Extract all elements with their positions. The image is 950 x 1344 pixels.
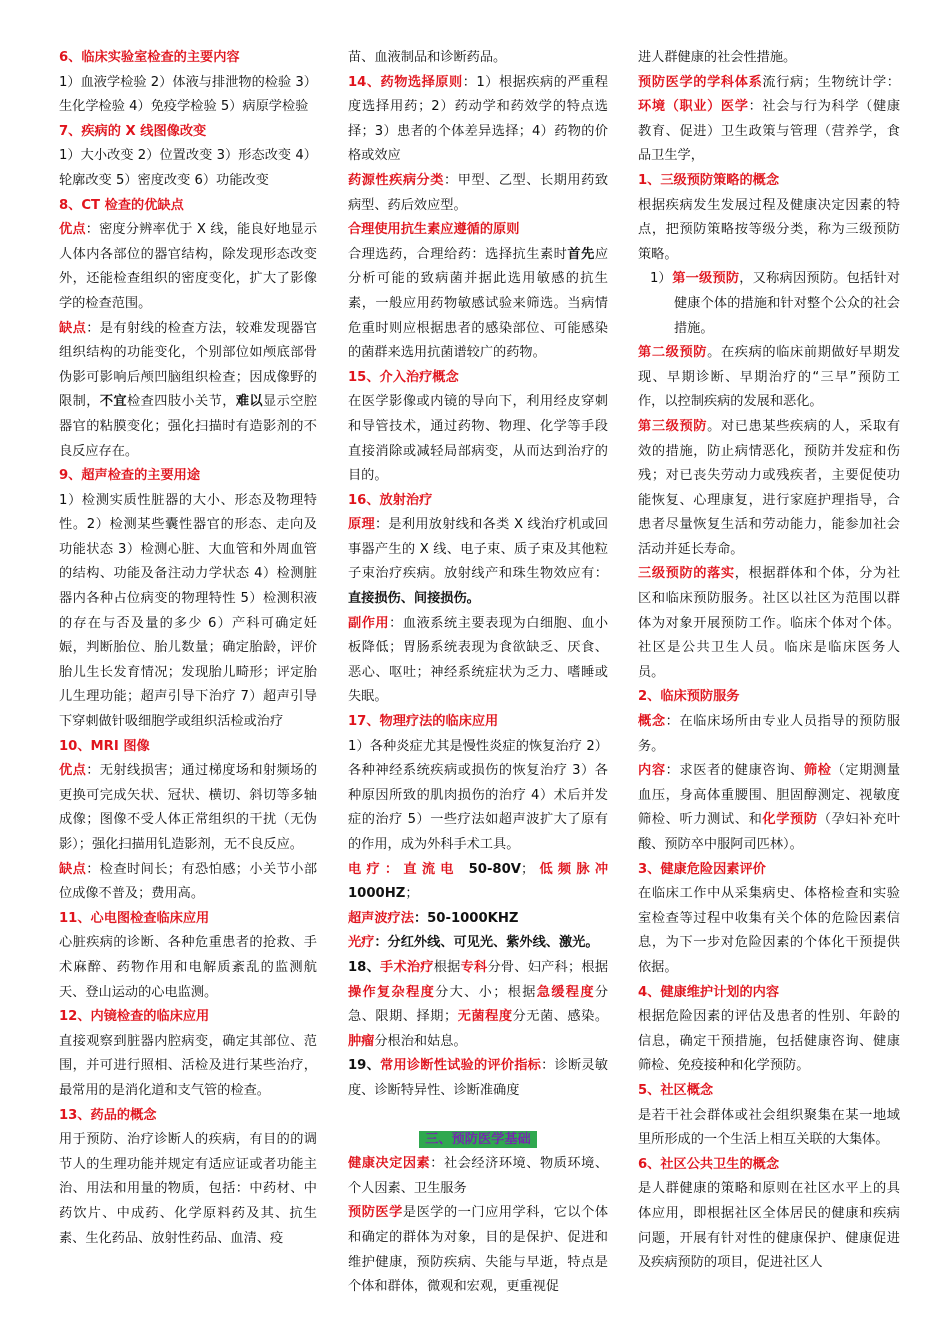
bold-text: 18、 (348, 959, 381, 975)
section-heading: 12、内镜检查的临床应用 (59, 1009, 210, 1025)
highlight-term: 第一级预防 (672, 271, 740, 287)
bold-text: ：50-1000KHZ (413, 910, 519, 926)
text-run: 1）检测实质性脏器的大小、形态及物理特性。2）检测某些囊性器官的形态、走向及功能状态 3）检测心脏、大血管和外周血管的结构、功能及备注动力学状态 4）检测脏器内各种占位病变的物理特性 5）检测积液的存在与否及量的多少 6）产科可确定妊娠，判断胎位、胎儿数量；确定胎龄，评价胎儿生长发育情况；发现胎儿畸形；评定胎儿生理功能；超声引导下治疗 7）超声引导下穿刺做针吸细胞学或组织活检或治疗 (59, 492, 317, 730)
chapter-title (348, 1128, 608, 1153)
section-heading: 6、社区公共卫生的概念 (638, 1156, 780, 1172)
text-run: 合理选药，合理给药：选择抗生素时 (348, 246, 568, 262)
paragraph (59, 1128, 317, 1251)
text-run: 在医学影像或内镜的导向下，利用经皮穿刺和导管技术，通过药物、物理、化学等手段直接消除或减轻局部病变，从而达到治疗的目的。 (348, 394, 608, 484)
paragraph (638, 710, 900, 759)
paragraph (348, 1152, 608, 1201)
text-run: （定期测量血压，身高体重腰围、胆固醇测定、视敏度筛检、听力测试、和 (638, 763, 901, 828)
section-heading: 15、介入治疗概念 (348, 369, 459, 385)
highlight-term: 操作复杂程度 (348, 984, 436, 1000)
highlight-term: 三级预防的落实 (638, 566, 735, 582)
paragraph (348, 513, 608, 611)
text-run: ：1）根据疾病的严重程度选择用药；2）药动学和药效学的特点选择；3）患者的个体差异选择；4）药物的价格或效应 (348, 74, 609, 164)
paragraph (638, 341, 900, 415)
bold-text: 19、 (348, 1058, 381, 1074)
paragraph (348, 612, 608, 710)
bold-text: 首先 (567, 246, 595, 262)
paragraph (348, 243, 608, 366)
bold-text: 直接损伤、间接损伤。 (348, 591, 480, 607)
section-heading: 9、超声检查的主要用途 (59, 468, 201, 484)
section-heading: 17、物理疗法的临床应用 (348, 714, 499, 730)
highlight-term: 内容 (638, 763, 666, 779)
text-run: ：密度分辨率优于 X 线，能良好地显示人体内各部位的器官结构，除发现形态改变外，还能检查组织的密度变化，扩大了影像学的检查范围。 (59, 222, 318, 311)
paragraph (348, 1054, 608, 1103)
text-run: 是若干社会群体或社会组织聚集在某一地域里所形成的一个生活上相互关联的大集体。 (638, 1107, 900, 1148)
highlight-term: 超声波疗法 (348, 910, 414, 926)
paragraph (638, 759, 900, 857)
highlight-term: 第三级预防 (638, 418, 708, 434)
highlight-term: 副作用 (348, 615, 390, 631)
paragraph (348, 931, 608, 956)
paragraph (348, 858, 608, 907)
text-run: ：在临床场所由专业人员指导的预防服务。 (638, 714, 901, 754)
highlight-term: 筛检 (803, 763, 832, 779)
section-heading: 合理使用抗生素应遵循的原则 (348, 222, 520, 238)
paragraph (348, 71, 608, 169)
highlight-term: 第二级预防 (638, 345, 708, 361)
paragraph (348, 1201, 608, 1299)
text-run: 应分析可能的致病菌并据此选用敏感的抗生素，一般应用药物敏感试验来筛选。当病情危重时则应根据患者的感染部位、可能感染的菌群来选用抗菌谱较广的药物。 (348, 246, 609, 361)
highlight-term: 光疗 (348, 935, 375, 951)
column-left (59, 46, 317, 1251)
paragraph (638, 1104, 900, 1153)
chapter-title-label: 三、预防医学基础 (419, 1131, 537, 1148)
highlight-term: 低频脉冲 (534, 861, 609, 877)
highlight-term: 优点 (59, 222, 86, 238)
text-run: （孕妇补充叶酸、预防卒中服阿司匹林）。 (638, 812, 901, 852)
paragraph (638, 46, 900, 71)
text-run: 1）大小改变 2）位置改变 3）形态改变 4）轮廓改变 5）密度改变 6）功能改变 (59, 148, 317, 188)
paragraph (59, 931, 317, 1005)
section-heading: 6、临床实验室检查的主要内容 (59, 50, 240, 65)
section-heading: 2、临床预防服务 (638, 689, 740, 705)
text-run: 分大、小；根据 (435, 984, 537, 1000)
paragraph (348, 956, 608, 1054)
paragraph (638, 71, 900, 169)
text-run: 是人群健康的策略和原则在社区水平上的具体应用，即根据社区全体居民的健康和疾病问题，开展有针对性的健康保护、健康促进及疾病预防的项目，促进社区人 (638, 1181, 900, 1271)
text-run: ； (405, 886, 419, 902)
paragraph (348, 735, 608, 858)
text-run: ，又称病因预防。包括针对健康个体的措施和针对整个公众的社会措施。 (674, 271, 901, 336)
paragraph (59, 489, 317, 735)
highlight-term: 急缓程度 (536, 984, 595, 1000)
text-run: 苗、血液制品和诊断药品。 (348, 50, 507, 65)
highlight-term: 专科 (460, 959, 488, 975)
section-heading: 11、心电图检查临床应用 (59, 910, 210, 926)
text-run: ，根据群体和个体，分为社区和临床预防服务。社区以社区为范围以群体为对象开展预防工作。临床个体对个体。社区是公共卫生人员。临床是临床医务人员。 (638, 566, 901, 680)
highlight-term: 缺点 (59, 861, 87, 877)
section-heading: 4、健康维护计划的内容 (638, 984, 780, 1000)
text-run: 1）各种炎症尤其是慢性炎症的恢复治疗 2）各种神经系统疾病或损伤的恢复治疗 3）各种原因所致的肌肉损伤的治疗 4）术后并发症的治疗 5）一些疗法如超声波扩大了原有的作用，成为外科手术工具。 (348, 738, 608, 852)
bold-text: 难以 (235, 394, 264, 410)
text-run: ：是利用放射线和各类 X 线治疗机或回事器产生的 X 线、电子束、质子束及其他粒子束治疗疾病。放射线产和珠生物效应有： (348, 517, 609, 582)
text-run: 用于预防、治疗诊断人的疾病，有目的的调节人的生理功能并规定有适应证或者功能主治、用法和用量的物质，包括：中药材、中药饮片、中成药、化学原料药及其、抗生素、生化药品、放射性药品、血清、疫 (59, 1132, 317, 1246)
spacer (348, 1104, 608, 1122)
highlight-term: 优点 (59, 763, 87, 779)
highlight-term: 化学预防 (762, 812, 818, 828)
text-run: 分骨、妇产科；根据 (487, 959, 609, 975)
paragraph (638, 194, 900, 268)
text-run: ：社会与行为科学（健康教育、促进）卫生政策与管理（营养学，食品卫生学， (638, 99, 901, 164)
text-run: 流行病；生物统计学： (762, 74, 900, 90)
paragraph (348, 46, 608, 71)
highlight-term: 无菌程度 (457, 1009, 513, 1025)
paragraph (59, 218, 317, 316)
highlight-term: 原理 (348, 517, 375, 533)
paragraph (348, 169, 608, 218)
text-run: ； (521, 861, 535, 877)
text-run: 分无菌、感染。 (512, 1009, 609, 1025)
text-run: 心脏疾病的诊断、各种危重患者的抢救、手术麻醉、药物作用和电解质紊乱的监测航天、登山运动的心电监测。 (59, 935, 317, 1000)
text-run: 是医学的一门应用学科，它以个体和确定的群体为对象，目的是保护、促进和维护健康，预防疾病、失能与早逝，特点是个体和群体，微观和宏观，更重视促 (348, 1205, 609, 1295)
section-heading: 13、药品的概念 (59, 1107, 157, 1123)
text-run: 检查四肢小关节， (127, 394, 236, 410)
text-run: 根据疾病发生发展过程及健康决定因素的特点，把预防策略按等级分类，称为三级预防策略。 (638, 197, 900, 262)
bold-text: ：分红外线、可见光、紫外线、激光。 (374, 935, 599, 951)
list-number: 1） (650, 271, 672, 287)
section-heading: 16、放射治疗 (348, 492, 433, 508)
section-heading: 8、CT 检查的优缺点 (59, 197, 184, 213)
section-heading: 3、健康危险因素评价 (638, 861, 766, 877)
paragraph (348, 390, 608, 488)
highlight-term: 药源性疾病分类 (348, 172, 444, 188)
text-run: 。在疾病的临床前期做好早期发现、早期诊断、早期治疗的“三早”预防工作，以控制疾病的发展和恶化。 (638, 345, 901, 410)
column-middle (348, 46, 608, 1300)
section-heading: 10、MRI 图像 (59, 738, 150, 754)
paragraph (638, 562, 900, 685)
highlight-term: 预防医学 (348, 1205, 403, 1221)
paragraph (59, 858, 317, 907)
paragraph (638, 1005, 900, 1079)
text-run: 1）血液学检验 2）体液与排泄物的检验 3）生化学检验 4）免疫学检验 5）病原学检验 (59, 74, 317, 115)
bold-text: 不宜 (99, 394, 128, 410)
section-heading: 1、三级预防策略的概念 (638, 172, 780, 188)
paragraph (59, 71, 317, 120)
paragraph (638, 882, 900, 980)
text-run: 分急、限期、择期； (348, 984, 609, 1025)
paragraph (638, 415, 900, 563)
text-run: 直接观察到脏器内腔病变，确定其部位、范围，并可进行照相、活检及进行某些治疗，最常用的是消化道和支气管的检查。 (59, 1033, 317, 1098)
column-right (638, 46, 900, 1276)
text-run: 分根治和姑息。 (374, 1033, 467, 1049)
text-run: 在临床工作中从采集病史、体格检查和实验室检查等过程中收集有关个体的危险因素信息，为下一步对危险因素的个体化干预提供依据。 (638, 886, 900, 975)
highlight-term: 预防医学的学科体系 (638, 74, 763, 90)
text-run: 。对已患某些疾病的人，采取有效的措施，防止病情恶化，预防并发症和伤残；对已丧失劳动力或残疾者，主要促使功能恢复、心理康复，进行家庭护理指导，合患者尽量恢复生活和劳动能力，能参加社会活动并延长寿命。 (638, 418, 901, 557)
paragraph (59, 144, 317, 193)
text-run: ：甲型、乙型、长期用药致病型、药后效应型。 (348, 172, 609, 213)
highlight-term: 健康决定因素 (348, 1156, 431, 1172)
highlight-term: 缺点 (59, 320, 87, 336)
paragraph (59, 317, 317, 465)
highlight-term: 环境（职业）医学 (638, 99, 749, 115)
text-run: 显示空腔器官的粘膜变化；强化扫描时有造影剂的不良反应存在。 (59, 394, 318, 459)
section-heading: 7、疾病的 X 线图像改变 (59, 123, 207, 139)
text-run: 进人群健康的社会性措施。 (638, 50, 797, 65)
text-run: ：求医者的健康咨询、 (665, 763, 804, 779)
section-heading: 5、社区概念 (638, 1082, 714, 1098)
text-run: ：是有射线的检查方法，较难发现器官组织结构的功能变化，个别部位如颅底部骨伪影可影响后颅凹脑组织检查；因成像野的限制， (59, 320, 318, 410)
text-run: ：检查时间长；有恐怕感；小关节小部位成像不普及；费用高。 (59, 861, 318, 902)
text-run: 根据危险因素的评估及患者的性别、年龄的信息，确定干预措施，包括健康咨询、健康筛检、免疫接种和化学预防。 (638, 1009, 900, 1074)
paragraph (348, 907, 608, 932)
highlight-term: 电疗：直流电 (348, 861, 459, 877)
bold-text: 1000HZ (348, 886, 406, 902)
paragraph (59, 1030, 317, 1104)
highlight-term: 手术治疗 (380, 959, 434, 975)
paragraph (638, 1177, 900, 1275)
text-run: ：血液系统主要表现为白细胞、血小板降低；胃肠系统表现为食欲缺乏、厌食、恶心、呕吐；神经系统症状为乏力、嗜睡或失眠。 (348, 615, 609, 705)
text-run: ：社会经济环境、物质环境、个人因素、卫生服务 (348, 1156, 609, 1196)
text-run: ：诊断灵敏度、诊断特异性、诊断准确度 (348, 1058, 608, 1098)
text-run: 根据 (433, 959, 461, 975)
bold-text: 50-80V (458, 861, 521, 877)
list-item (638, 267, 900, 341)
text-run: ：无射线损害；通过梯度场和射频场的更换可完成矢状、冠状、横切、斜切等多轴成像；图像不受人体正常组织的干扰（无伪影）；强化扫描用钆造影剂，无不良反应。 (59, 763, 318, 852)
paragraph (59, 759, 317, 857)
highlight-term: 14、药物选择原则 (348, 74, 463, 90)
highlight-term: 概念 (638, 714, 666, 730)
highlight-term: 常用诊断性试验的评价指标 (380, 1058, 542, 1074)
highlight-term: 肿瘤 (348, 1033, 375, 1049)
